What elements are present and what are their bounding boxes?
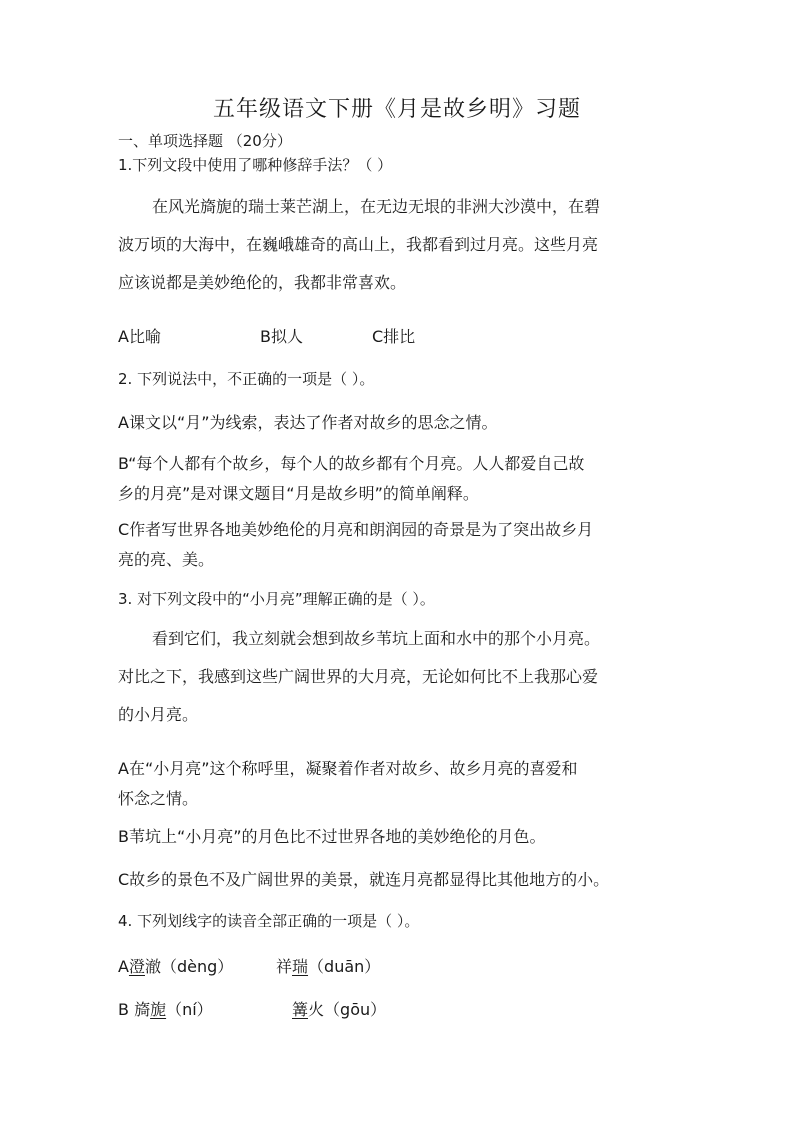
q1-options	[118, 324, 688, 347]
page-title: 五年级语文下册《月是故乡明》习题	[212, 97, 581, 122]
q2-stem: 2. 下列说法中，不正确的一项是（ ）。	[118, 370, 375, 388]
q2-option-c-line: 亮的亮、美。	[118, 550, 215, 569]
section-heading: 一、单项选择题 （20分）	[118, 132, 292, 150]
q4-option-a-word1	[118, 954, 276, 977]
q1-option-b: B拟人	[260, 327, 303, 346]
option-letter: B 旖	[118, 1000, 151, 1019]
q4-option-b-word1	[118, 997, 292, 1020]
q1-stem: 1.下列文段中使用了哪种修辞手法？（ ）	[118, 156, 393, 174]
pinyin: （ní）	[166, 1000, 213, 1019]
q3-passage-line: 的小月亮。	[118, 705, 199, 724]
q2-option-c	[118, 515, 688, 575]
q4-option-b-word2	[292, 997, 386, 1020]
pinyin: （gōu）	[324, 1000, 387, 1019]
underlined-char: 篝	[292, 1000, 309, 1019]
q3-passage-line: 看到它们，我立刻就会想到故乡苇坑上面和水中的那个小月亮。	[152, 629, 601, 648]
q4-stem: 4. 下列划线字的读音全部正确的一项是（ ）。	[118, 912, 420, 930]
q4-option-a	[118, 954, 688, 977]
q3-option-a-line: 怀念之情。	[118, 789, 199, 808]
word-char: 澈	[144, 957, 161, 976]
q3-passage-line: 对比之下，我感到这些广阔世界的大月亮，无论如何比不上我那心爱	[118, 667, 599, 686]
q2-option-c-line: C作者写世界各地美妙绝伦的月亮和朗润园的奇景是为了突出故乡月	[118, 520, 594, 539]
q1-passage-line: 应该说都是美妙绝伦的，我都非常喜欢。	[118, 273, 407, 292]
q3-stem: 3. 对下列文段中的“小月亮”理解正确的是（ ）。	[118, 590, 435, 608]
q1-passage-line: 波万顷的大海中，在巍峨雄奇的高山上，我都看到过月亮。这些月亮	[118, 235, 599, 254]
q3-option-c: C故乡的景色不及广阔世界的美景，就连月亮都显得比其他地方的小。	[118, 870, 610, 889]
q4-option-b	[118, 997, 688, 1020]
q1-option-c: C排比	[372, 327, 416, 346]
q2-option-b	[118, 449, 688, 509]
pinyin: （duān）	[308, 957, 381, 976]
underlined-char: 瑞	[292, 957, 309, 976]
q3-option-a	[118, 754, 688, 814]
q4-option-a-word2	[276, 954, 380, 977]
q2-option-b-line: B“每个人都有个故乡，每个人的故乡都有个月亮。人人都爱自己故	[118, 454, 585, 473]
q1-option-a: A比喻	[118, 327, 161, 346]
pinyin: （dèng）	[160, 957, 234, 976]
q3-passage	[118, 620, 688, 734]
q3-option-b: B苇坑上“小月亮”的月色比不过世界各地的美妙绝伦的月色。	[118, 827, 546, 846]
q1-passage	[118, 188, 688, 302]
q2-option-a: A课文以“月”为线索，表达了作者对故乡的思念之情。	[118, 413, 498, 432]
word-char: 祥	[276, 957, 293, 976]
q1-passage-line: 在风光旖旎的瑞士莱芒湖上，在无边无垠的非洲大沙漠中，在碧	[152, 197, 601, 216]
q3-option-a-line: A在“小月亮”这个称呼里，凝聚着作者对故乡、故乡月亮的喜爱和	[118, 759, 578, 778]
q2-option-b-line: 乡的月亮”是对课文题目“月是故乡明”的简单阐释。	[118, 484, 479, 503]
option-letter: A	[118, 957, 129, 976]
underlined-char: 澄	[128, 957, 145, 976]
word-char: 火	[308, 1000, 325, 1019]
underlined-char: 旎	[150, 1000, 167, 1019]
